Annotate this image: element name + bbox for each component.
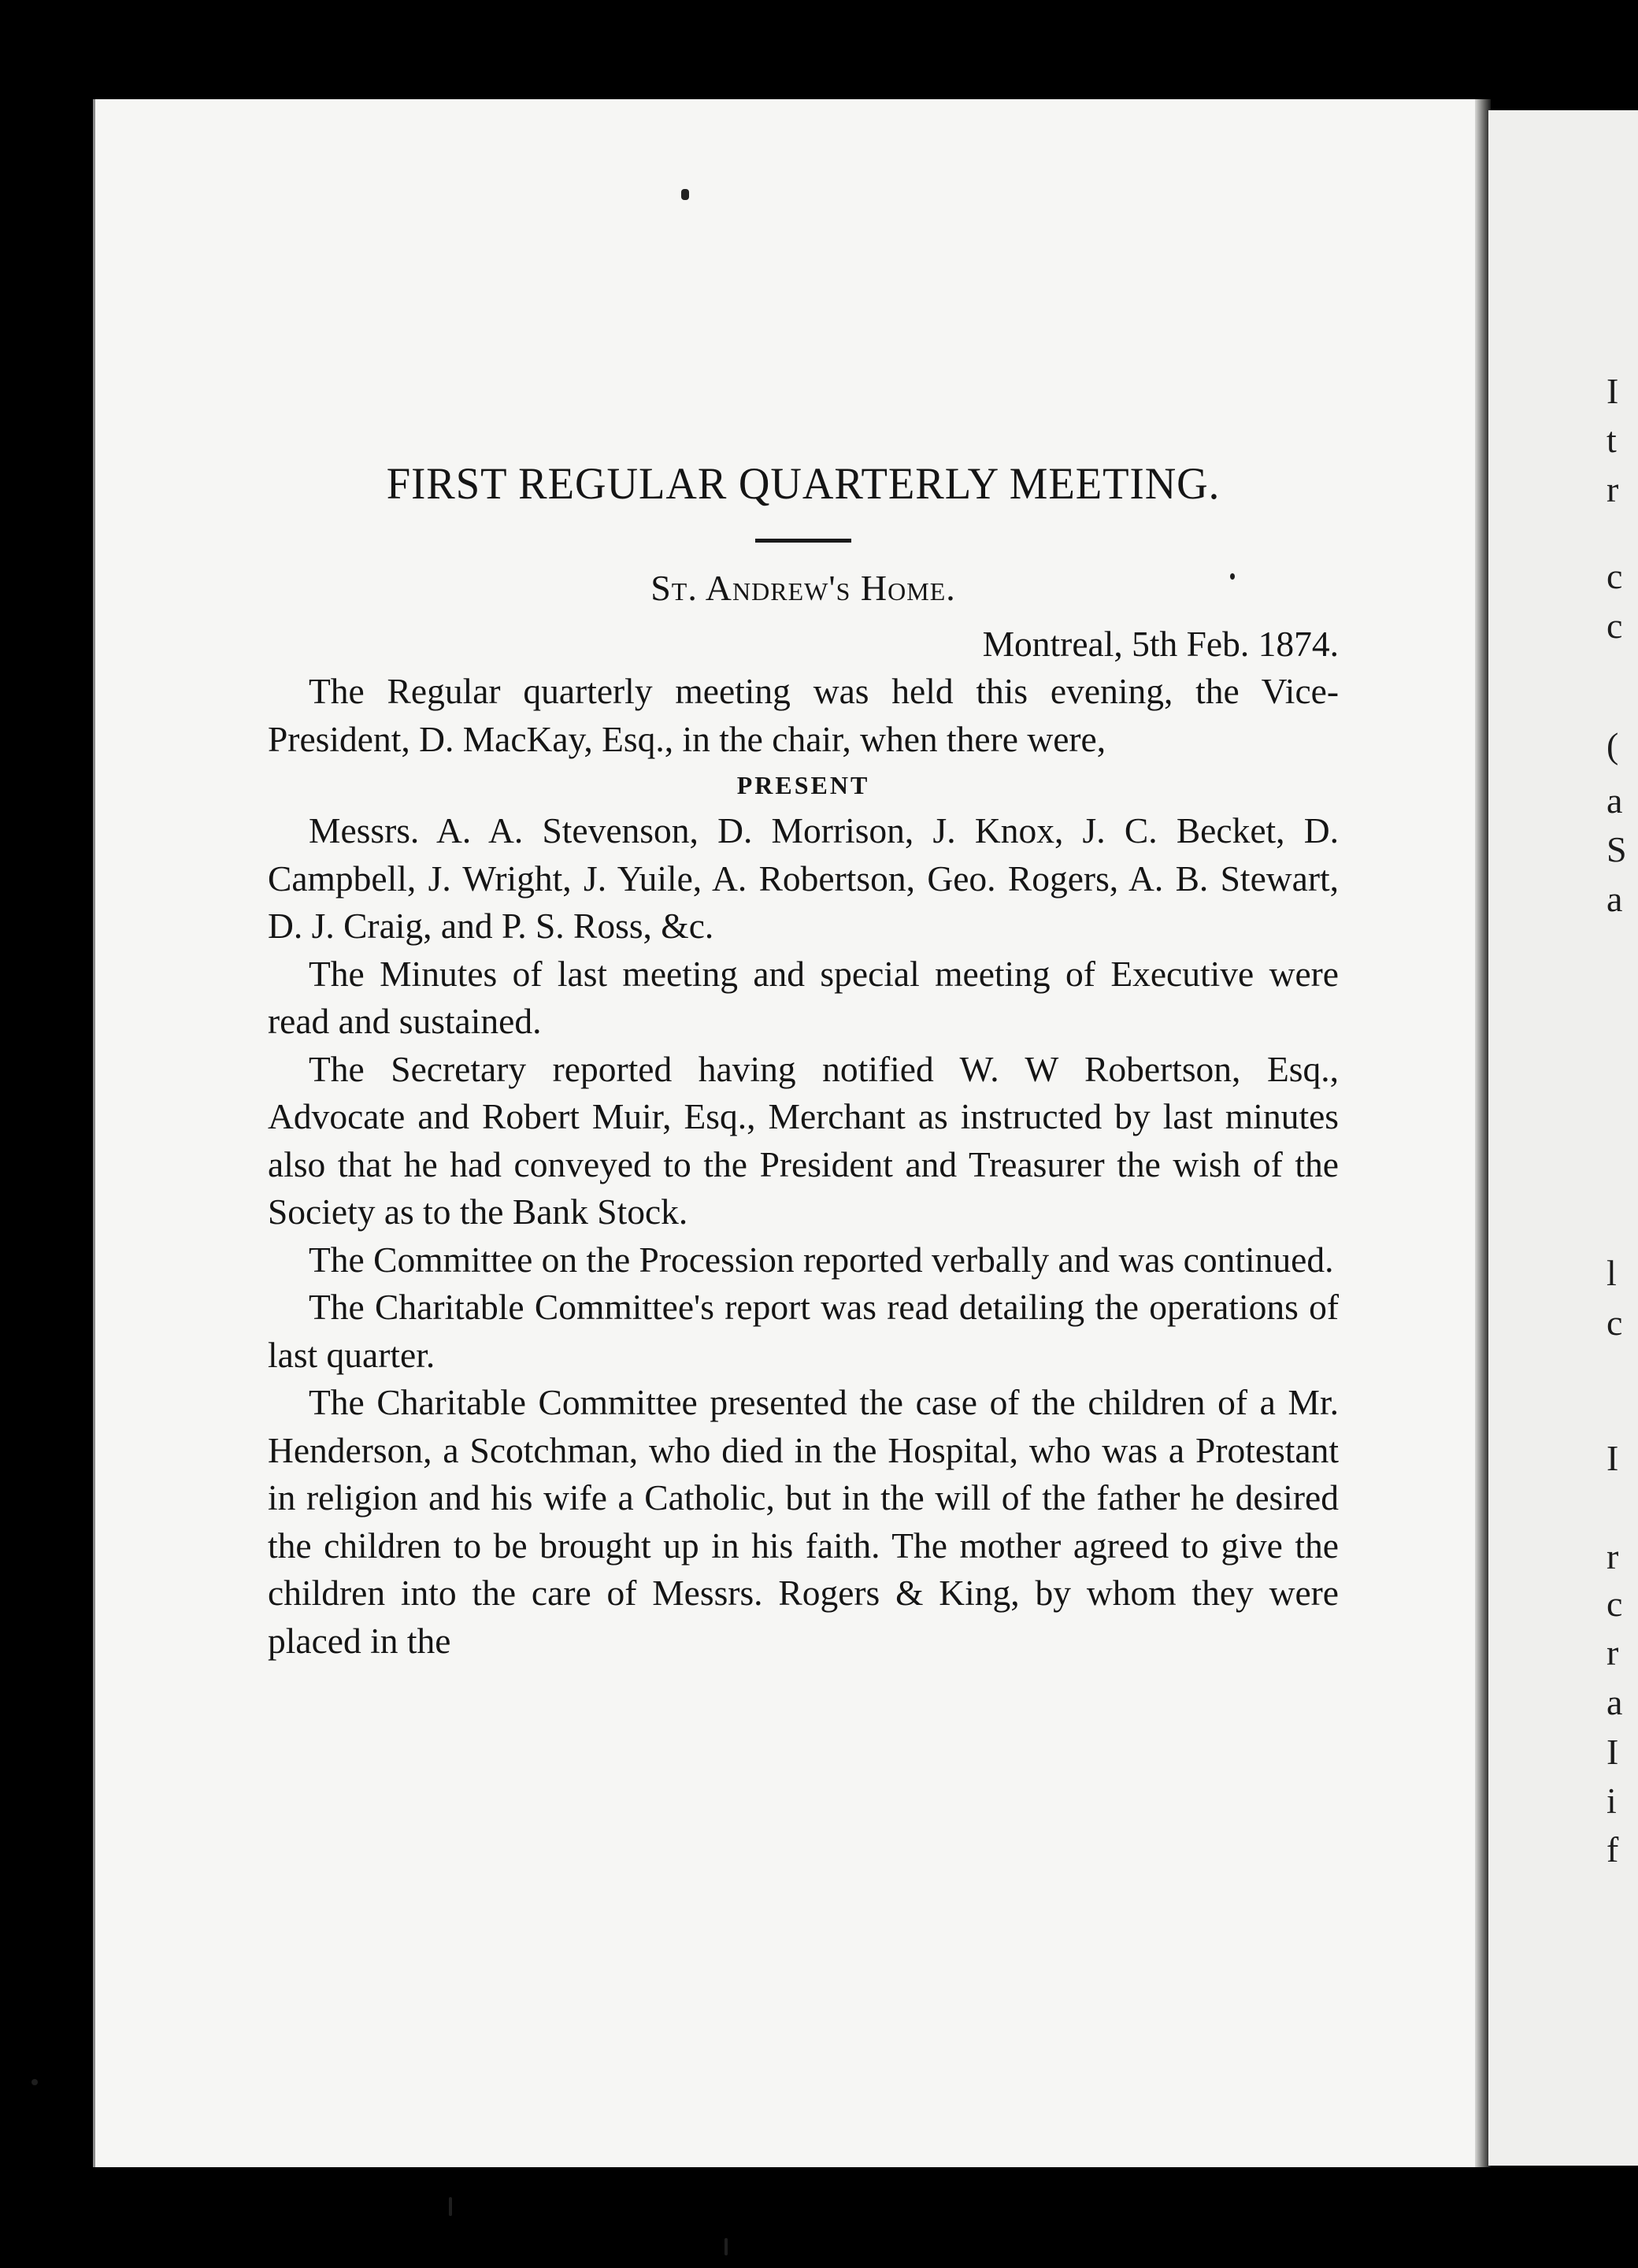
facing-fragment: I xyxy=(1606,1438,1619,1478)
facing-fragment: c xyxy=(1606,1303,1623,1343)
facing-page-text-fragments xyxy=(1606,110,1638,2166)
henderson-case-paragraph: The Charitable Committee presented the case of the children of a Mr. Henderson, a Scotchman, who died in the Hospital, who was a Protestant in religion and his wife a Catholic, but in the will of the father he desired the children to be brought up in his faith. The mother agreed to give the children into the care of Messrs. Rogers & King, by whom they were placed in the xyxy=(268,1382,1339,1661)
facing-fragment: l xyxy=(1606,1253,1617,1293)
facing-fragment: ( xyxy=(1606,725,1619,765)
facing-fragment: r xyxy=(1606,1536,1619,1577)
facing-fragment: I xyxy=(1606,371,1619,411)
attendees-paragraph: Messrs. A. A. Stevenson, D. Morrison, J. Knox, J. C. Becket, D. Campbell, J. Wright, J. Yuile, A. Robertson, Geo. Rogers, A. B. Stewart, D. J. Craig, and P. S. Ross, &c. xyxy=(268,810,1339,946)
facing-fragment: c xyxy=(1606,1584,1623,1624)
page-title: FIRST REGULAR QUARTERLY MEETING. xyxy=(386,459,1221,509)
facing-fragment: I xyxy=(1606,1732,1619,1772)
facing-fragment: c xyxy=(1606,556,1623,596)
facing-page-edge xyxy=(1488,110,1638,2166)
facing-fragment: f xyxy=(1606,1829,1619,1870)
ink-speck xyxy=(449,2197,452,2216)
ink-speck xyxy=(32,2079,38,2085)
secretary-paragraph: The Secretary reported having notified W. W Robertson, Esq., Advocate and Robert Muir, Esq., Merchant as instructed by last minutes also that he had conveyed to the President and Treasurer the wish of the Society as to the Bank Stock. xyxy=(268,1048,1339,1232)
facing-fragment: a xyxy=(1606,1682,1623,1722)
minutes-paragraph: The Minutes of last meeting and special meeting of Executive were read and sustained. xyxy=(268,953,1339,1041)
dateline: Montreal, 5th Feb. 1874. xyxy=(982,623,1339,664)
charitable-report-paragraph: The Charitable Committee's report was read detailing the operations of last quarter. xyxy=(268,1287,1339,1375)
facing-fragment: a xyxy=(1606,780,1623,821)
ink-speck xyxy=(724,2238,728,2255)
facing-fragment: c xyxy=(1606,606,1623,646)
opening-paragraph: The Regular quarterly meeting was held this evening, the Vice-President, D. MacKay, Esq., in the chair, when there were, xyxy=(268,671,1339,759)
procession-paragraph: The Committee on the Procession reported verbally and was continued. xyxy=(309,1239,1334,1280)
facing-fragment: t xyxy=(1606,420,1617,460)
title-rule xyxy=(755,539,851,543)
facing-fragment: r xyxy=(1606,1632,1619,1673)
facing-fragment: a xyxy=(1606,879,1623,919)
document-body xyxy=(268,346,1339,1665)
facing-fragment: S xyxy=(1606,829,1627,869)
facing-fragment: i xyxy=(1606,1781,1617,1821)
ink-speck xyxy=(681,189,689,200)
facing-fragment: r xyxy=(1606,469,1619,510)
present-label: PRESENT xyxy=(736,771,870,799)
section-subheading: St. Andrew's Home. xyxy=(650,568,956,608)
